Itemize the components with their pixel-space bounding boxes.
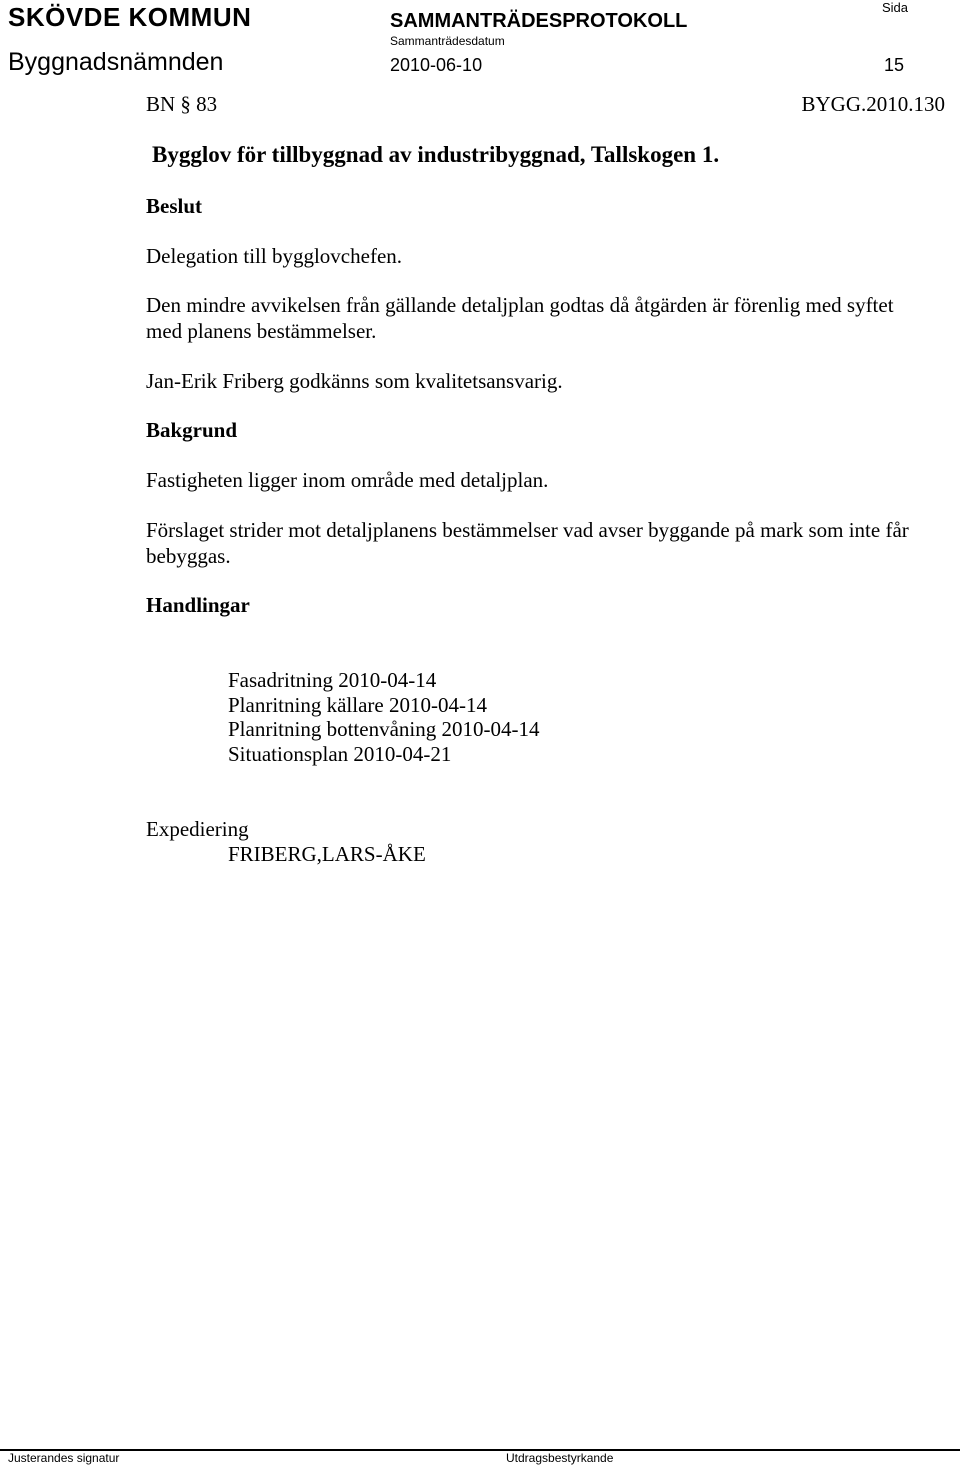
background-heading: Bakgrund [146,418,238,442]
extract-certification-label: Utdragsbestyrkande [506,1451,614,1465]
document-item: Fasadritning 2010-04-14 [228,668,437,692]
dispatch-recipient: FRIBERG,LARS-ÅKE [228,842,426,866]
section-reference: BN § 83 [146,92,218,116]
documents-heading: Handlingar [146,593,250,617]
adjuster-signature-label: Justerandes signatur [8,1451,120,1465]
document-item: Planritning bottenvåning 2010-04-14 [228,717,540,741]
background-paragraph: Förslaget strider mot detaljplanens bestämmelser vad avser byggande på mark som inte får bebyggas. [146,518,909,568]
case-number: BYGG.2010.130 [801,92,945,116]
meeting-date: 2010-06-10 [390,55,483,75]
document-type: SAMMANTRÄDESPROTOKOLL [390,10,688,32]
page-number: 15 [884,55,905,75]
document-item: Situationsplan 2010-04-21 [228,741,452,766]
background-paragraph: Fastigheten ligger inom område med detaljplan. [146,468,549,492]
footer-divider [0,1449,960,1451]
document-item: Planritning källare 2010-04-14 [228,692,487,717]
page-label: Sida [882,0,909,15]
matter-title: Bygglov för tillbyggnad av industribyggnad, Tallskogen 1. [152,142,720,167]
decision-paragraph: Delegation till bygglovchefen. [146,244,403,268]
decision-heading: Beslut [146,194,203,218]
meeting-date-label: Sammanträdesdatum [390,34,505,48]
decision-paragraph: Den mindre avvikelsen från gällande detaljplan godtas då åtgärden är förenlig med syftet med planens bestämmelser. [146,293,894,343]
decision-paragraph: Jan-Erik Friberg godkänns som kvalitetsansvarig. [146,369,563,393]
documents-list [228,668,539,766]
dispatch-heading: Expediering [146,817,249,841]
organization-name: SKÖVDE KOMMUN [8,2,252,32]
committee-name: Byggnadsnämnden [8,48,224,76]
